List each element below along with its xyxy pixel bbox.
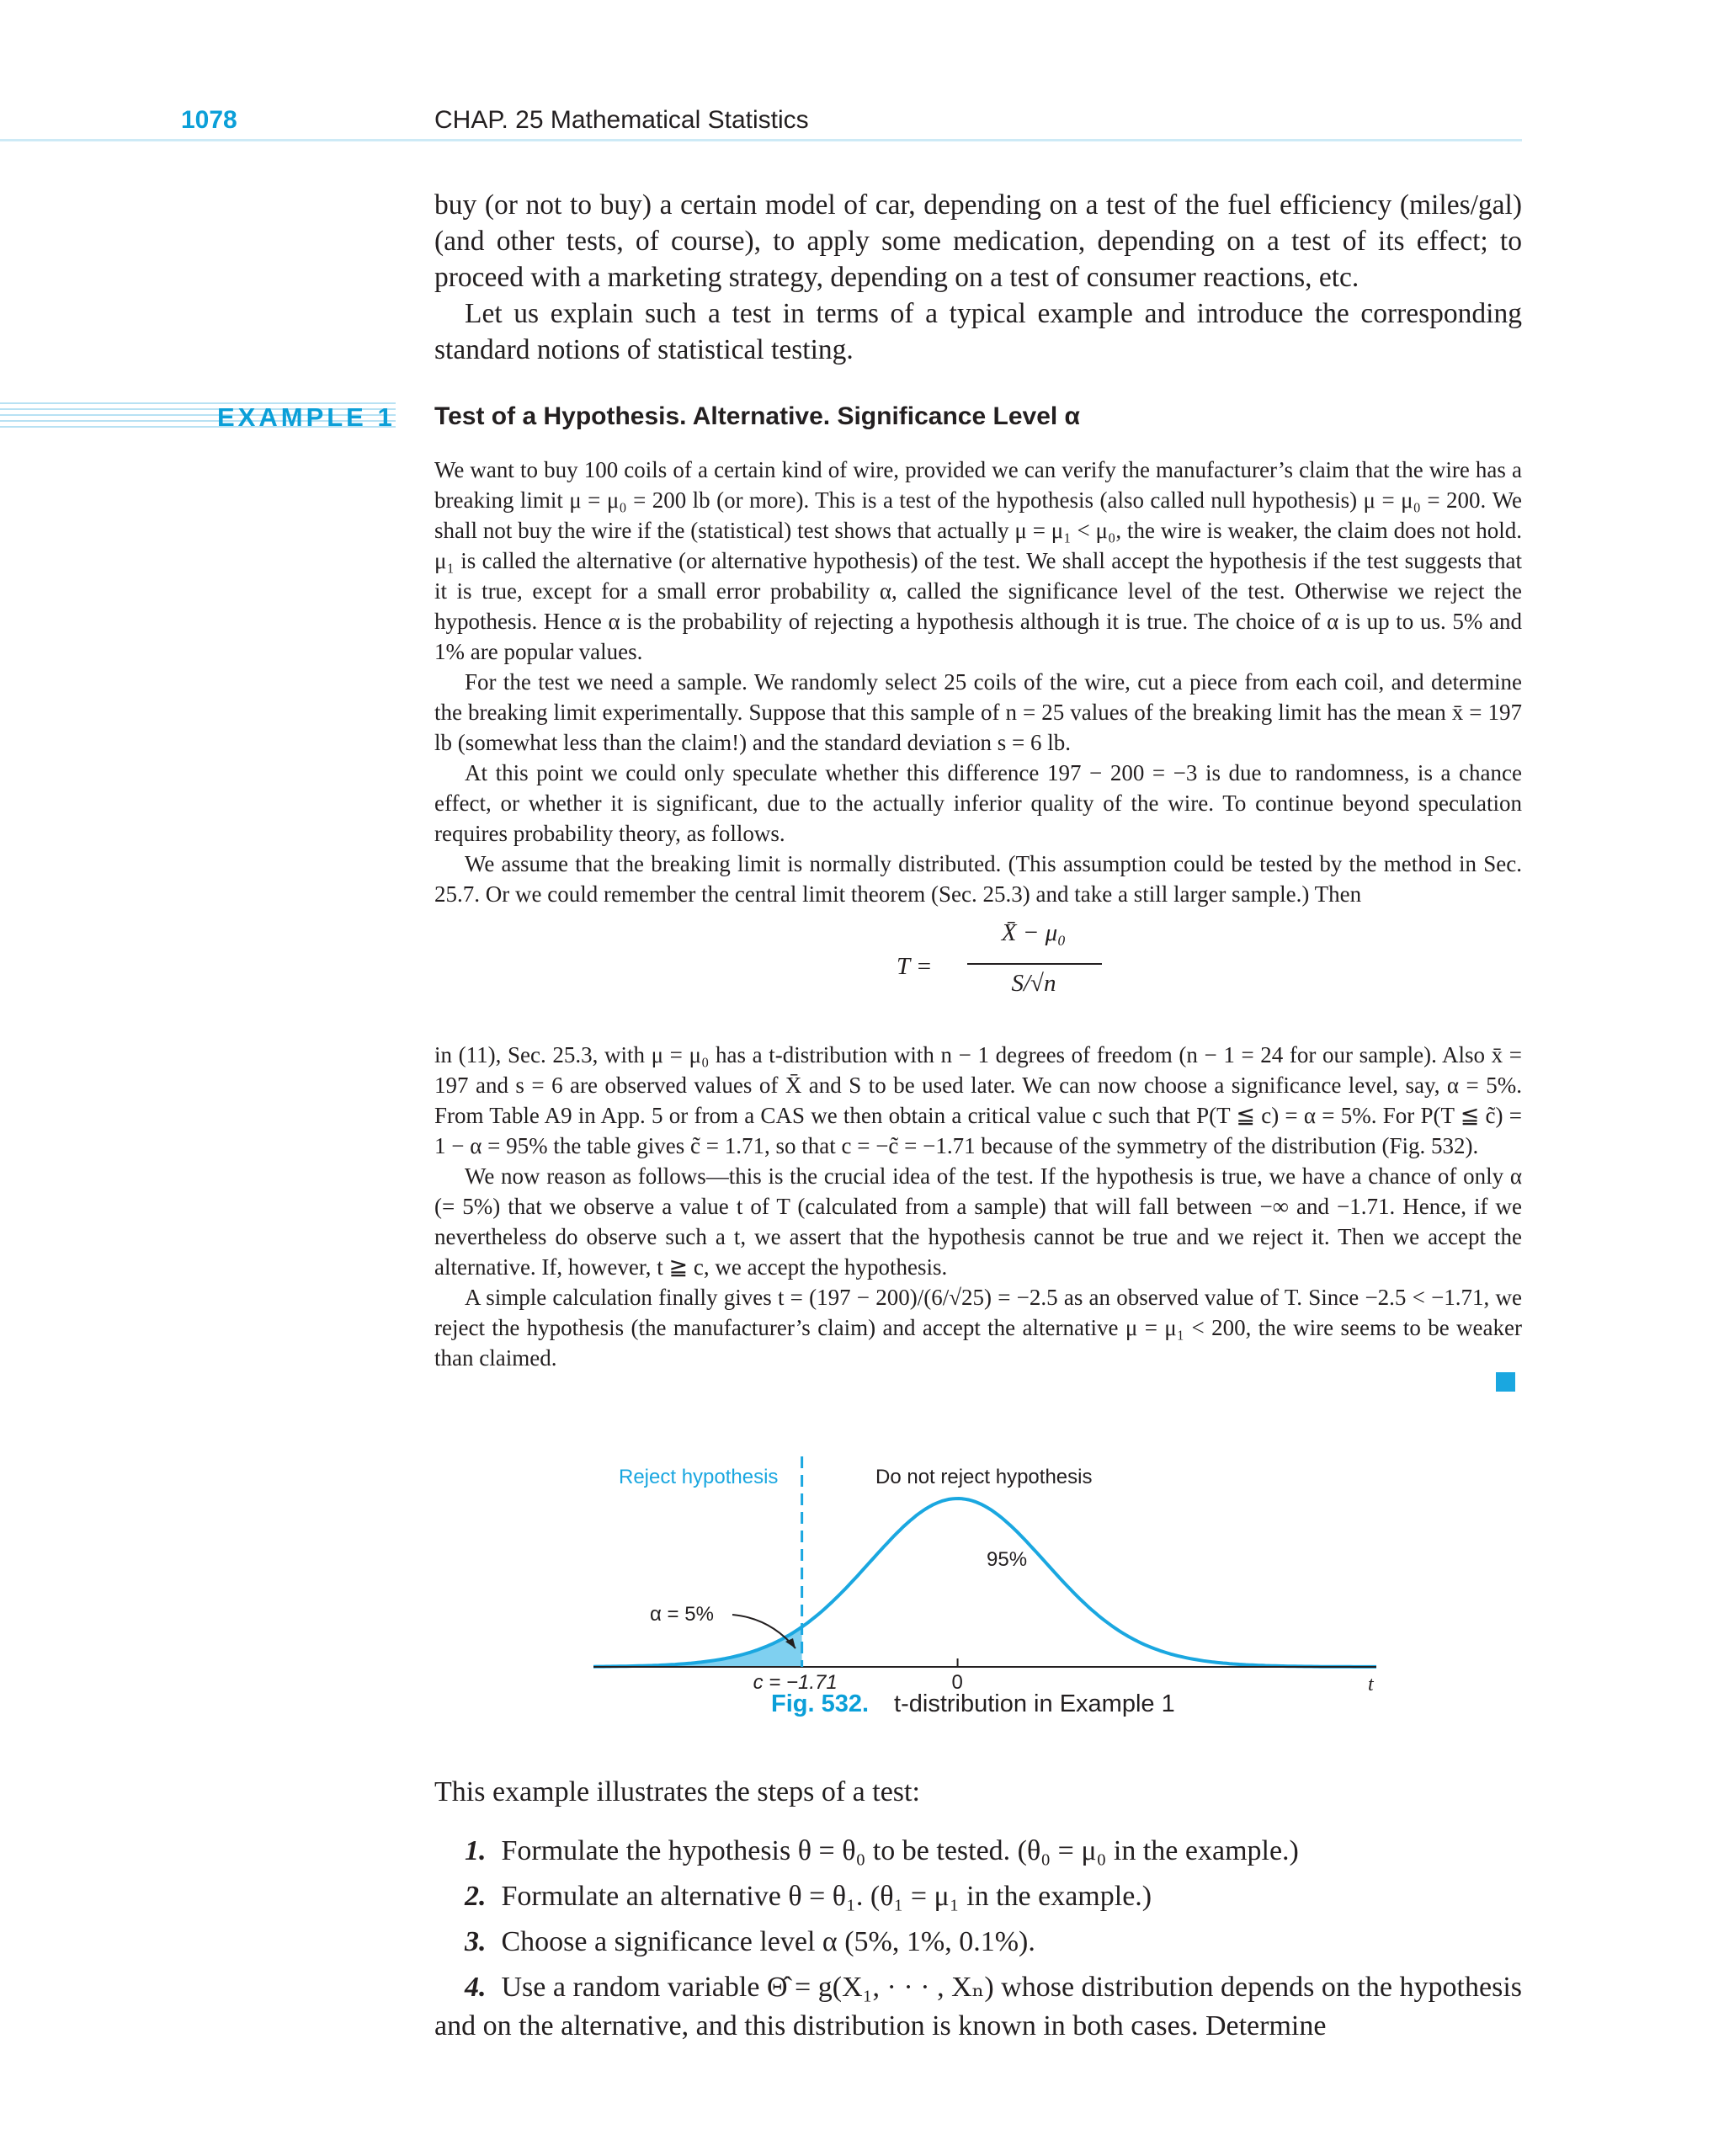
- figure-caption: [771, 1690, 1175, 1718]
- figure-number: Fig. 532.: [771, 1690, 870, 1717]
- step-number: 3.: [465, 1926, 487, 1957]
- steps-intro: This example illustrates the steps of a test:: [434, 1776, 920, 1807]
- example-paragraph: A simple calculation finally gives t = (197 − 200)/(6/√25) = −2.5 as an observed value of T. Since −2.5 < −1.71, we reject the hypothesis (the manufacturer’s claim) and accept the alternative μ = μ₁ < 200, the wire seems to be weaker than claimed.: [434, 1285, 1522, 1371]
- accept-label: Do not reject hypothesis: [875, 1466, 1093, 1488]
- example-body: [434, 455, 1522, 909]
- intro-text: [434, 187, 1522, 368]
- chapter-title: CHAP. 25 Mathematical Statistics: [434, 106, 809, 134]
- zero-label: 0: [951, 1671, 963, 1694]
- step-item: [434, 1968, 1522, 2046]
- step-number: 4.: [465, 1972, 487, 2003]
- intro-paragraph: buy (or not to buy) a certain model of car, depending on a test of the fuel efficiency (miles/gal) (and other tests, of course), to apply some medication, depending on a test of its effect; to proceed with a marketing strategy, depending on a test of consumer reactions, etc.: [434, 189, 1522, 293]
- critical-value-label: c = −1.71: [753, 1671, 838, 1694]
- intro-paragraph: Let us explain such a test in terms of a typical example and introduce the corresponding standard notions of statistical testing.: [434, 298, 1522, 365]
- example-body-continued: [434, 1040, 1522, 1373]
- example-paragraph: At this point we could only speculate whether this difference 197 − 200 = −3 is due to randomness, is a chance effect, or whether it is significant, due to the actually inferior quality of the wire. To continue beyond speculation requires probability theory, as follows.: [434, 760, 1522, 846]
- end-of-example-square: [1496, 1372, 1515, 1392]
- example-paragraph: We now reason as follows—this is the crucial idea of the test. If the hypothesis is true, we have a chance of only α (= 5%) that we observe a value t of T (calculated from a sample) that will fall between −∞ and −1.71. Hence, if we nevertheless do observe such a t, we assert that the hypothesis cannot be true and we reject it. Then we accept the alternative. If, however, t ≧ c, we accept the hypothesis.: [434, 1163, 1522, 1280]
- page-number: 1078: [181, 106, 237, 134]
- alpha-label: α = 5%: [650, 1603, 714, 1626]
- step-item: [434, 1923, 1522, 1962]
- step-text: Choose a significance level α (5%, 1%, 0.1%).: [501, 1926, 1035, 1957]
- step-text: Formulate the hypothesis θ = θ₀ to be tested. (θ₀ = μ₀ in the example.): [501, 1835, 1299, 1866]
- formula-numerator: X̄ − μ₀: [1001, 919, 1067, 946]
- example-paragraph: We want to buy 100 coils of a certain kind of wire, provided we can verify the manufacturer’s claim that the wire has a breaking limit μ = μ₀ = 200 lb (or more). This is a test of the hypothesis (also called null hypothesis) μ = μ₀ = 200. We shall not buy the wire if the (statistical) test shows that actually μ = μ₁ < μ₀, the wire is weaker, the claim does not hold. μ₁ is called the alternative (or alternative hypothesis) of the test. We shall accept the hypothesis if the test suggests that it is true, except for a small error probability α, called the significance level of the test. Otherwise we reject the hypothesis. Hence α is the probability of rejecting a hypothesis although it is true. The choice of α is up to us. 5% and 1% are popular values.: [434, 457, 1522, 664]
- figure-caption-text: t-distribution in Example 1: [894, 1690, 1175, 1717]
- example-paragraph: in (11), Sec. 25.3, with μ = μ₀ has a t-distribution with n − 1 degrees of freedom (n − 1 = 24 for our sample). Also x̄ = 197 and s = 6 are observed values of X̄ and S to be used later. We can now choose a significance level, say, α = 5%. From Table A9 in App. 5 or from a CAS we then obtain a critical value c such that P(T ≦ c) = α = 5%. For P(T ≦ c̃) = 1 − α = 95% the table gives c̃ = 1.71, so that c = −c̃ = −1.71 because of the symmetry of the distribution (Fig. 532).: [434, 1042, 1522, 1158]
- example-paragraph: For the test we need a sample. We randomly select 25 coils of the wire, cut a piece from each coil, and determine the breaking limit experimentally. Suppose that this sample of n = 25 values of the breaking limit has the mean x̄ = 197 lb (somewhat less than the claim!) and the standard deviation s = 6 lb.: [434, 669, 1522, 755]
- t-distribution-chart: [581, 1431, 1389, 1696]
- step-number: 2.: [465, 1881, 487, 1912]
- step-text: Formulate an alternative θ = θ₁. (θ₁ = μ₁ in the example.): [501, 1881, 1152, 1912]
- step-item: [434, 1877, 1522, 1916]
- reject-label: Reject hypothesis: [619, 1466, 779, 1488]
- t-axis-label: t: [1368, 1674, 1374, 1696]
- formula-lhs: T =: [897, 953, 933, 980]
- header-rule: [0, 139, 1522, 141]
- formula-denominator: S/√n: [1011, 970, 1056, 997]
- density-curve: [593, 1499, 1376, 1667]
- example-paragraph: We assume that the breaking limit is normally distributed. (This assumption could be tested by the method in Sec. 25.7. Or we could remember the central limit theorem (Sec. 25.3) and take a still larger sample.) Then: [434, 851, 1522, 907]
- example-heading: Test of a Hypothesis. Alternative. Significance Level α: [434, 402, 1080, 430]
- fraction-bar: [967, 963, 1102, 965]
- step-number: 1.: [465, 1835, 487, 1866]
- center-percentage: 95%: [987, 1548, 1028, 1571]
- example-label: EXAMPLE 1: [217, 402, 396, 432]
- t-statistic-formula: [897, 919, 1067, 1010]
- step-item: [434, 1832, 1522, 1871]
- step-text: Use a random variable Θ̂ = g(X₁, · · · , Xₙ) whose distribution depends on the hypothesis and on the alternative, and this distribution is known in both cases. Determine: [434, 1972, 1522, 2042]
